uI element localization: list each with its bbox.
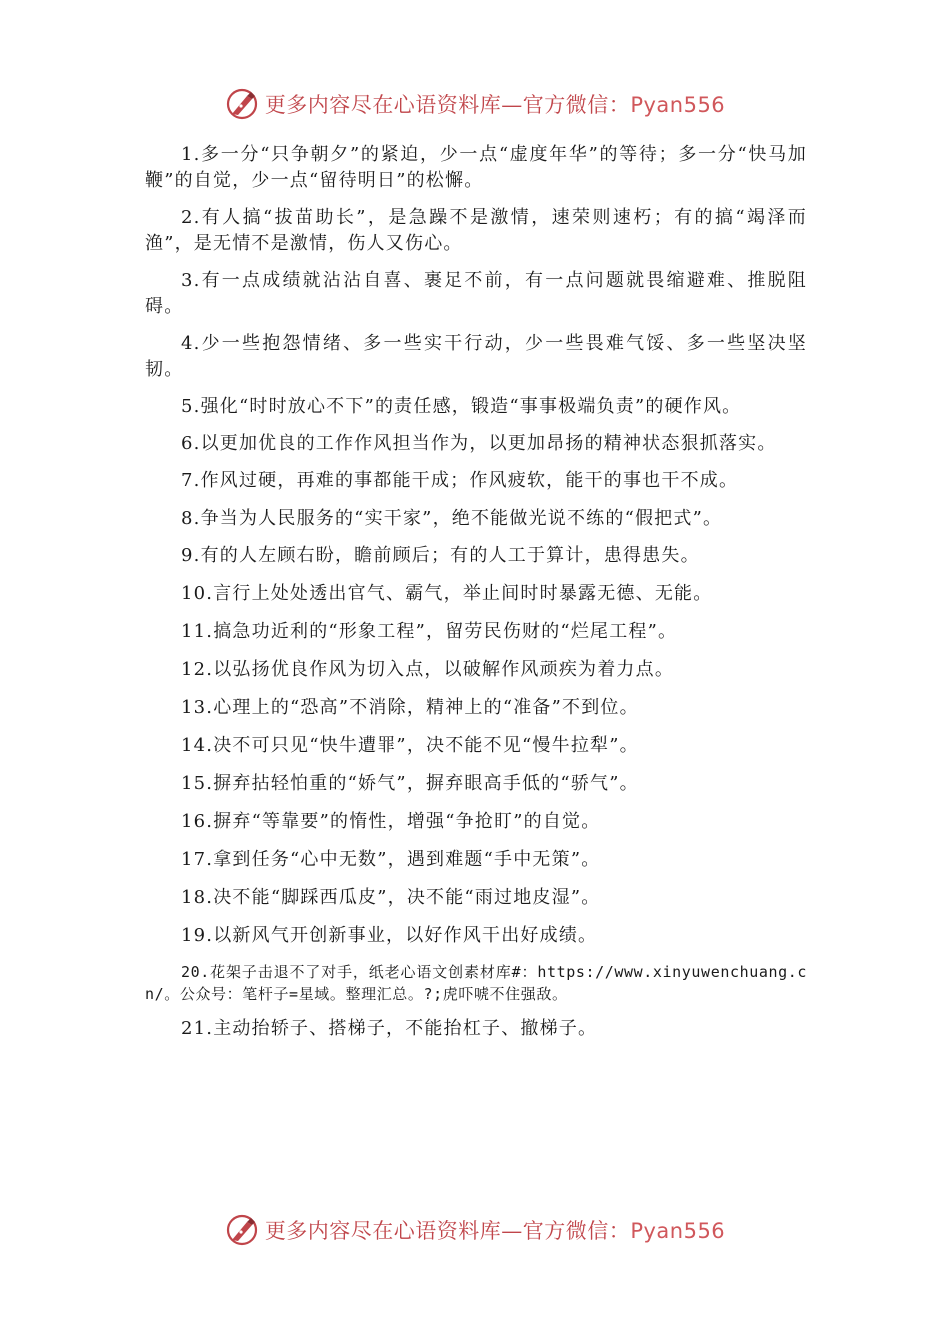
list-item: 5.强化“时时放心不下”的责任感，锻造“事事极端负责”的硬作风。 — [181, 396, 742, 417]
list-item: 2.有人搞“拔苗助长”，是急躁不是激情，速荣则速朽；有的搞“竭泽而渔”，是无情不是激情，伤人又伤心。 — [145, 207, 807, 254]
pen-nib-logo-icon — [225, 87, 259, 121]
list-item: 16.摒弃“等靠要”的惰性，增强“争抢盯”的自觉。 — [181, 811, 601, 832]
list-item: 18.决不能“脚踩西瓜皮”，决不能“雨过地皮湿”。 — [181, 887, 601, 908]
list-item: 21.主动抬轿子、搭梯子，不能抬杠子、撤梯子。 — [181, 1018, 598, 1039]
document-body — [145, 142, 807, 1054]
list-item: 17.拿到任务“心中无数”，遇到难题“手中无策”。 — [181, 849, 601, 870]
list-item: 15.摒弃拈轻怕重的“娇气”，摒弃眼高手低的“骄气”。 — [181, 773, 639, 794]
list-item: 11.搞急功近利的“形象工程”，留劳民伤财的“烂尾工程”。 — [181, 621, 678, 642]
list-item: 14.决不可只见“快牛遭罪”，决不能不见“慢牛拉犁”。 — [181, 735, 639, 756]
list-item: 12.以弘扬优良作风为切入点，以破解作风顽疾为着力点。 — [181, 659, 675, 680]
footer-banner — [0, 1210, 950, 1250]
header-banner-text: 更多内容尽在心语资料库—官方微信：Pyan556 — [264, 93, 726, 117]
list-item: 7.作风过硬，再难的事都能干成；作风疲软，能干的事也干不成。 — [181, 470, 739, 491]
list-item: 1.多一分“只争朝夕”的紧迫，少一点“虚度年华”的等待；多一分“快马加鞭”的自觉，少一点“留待明日”的松懈。 — [145, 144, 807, 191]
list-item: 3.有一点成绩就沾沾自喜、裹足不前，有一点问题就畏缩避难、推脱阻碍。 — [145, 270, 807, 317]
list-item: 6.以更加优良的工作作风担当作为，以更加昂扬的精神状态狠抓落实。 — [181, 433, 777, 454]
list-item-with-link: 20.花架子击退不了对手，纸老心语文创素材库#：https://www.xinyuwenchuang.cn/。公众号：笔杆子=星域。整理汇总。?;虎吓唬不住强敌。 — [145, 963, 807, 1003]
list-item: 10.言行上处处透出官气、霸气，举止间时时暴露无德、无能。 — [181, 583, 713, 604]
header-banner — [0, 84, 950, 124]
list-item: 9.有的人左顾右盼，瞻前顾后；有的人工于算计，患得患失。 — [181, 545, 700, 566]
list-item: 19.以新风气开创新事业，以好作风干出好成绩。 — [181, 925, 598, 946]
list-item: 13.心理上的“恐高”不消除，精神上的“准备”不到位。 — [181, 697, 639, 718]
footer-wechat-id: Pyan556 — [630, 1219, 726, 1243]
footer-banner-text: 更多内容尽在心语资料库—官方微信：Pyan556 — [264, 1219, 726, 1243]
list-item: 4.少一些抱怨情绪、多一些实干行动，少一些畏难气馁、多一些坚决坚韧。 — [145, 333, 807, 380]
header-wechat-id: Pyan556 — [630, 93, 726, 117]
list-item: 8.争当为人民服务的“实干家”，绝不能做光说不练的“假把式”。 — [181, 508, 723, 529]
pen-nib-logo-icon — [225, 1213, 259, 1247]
